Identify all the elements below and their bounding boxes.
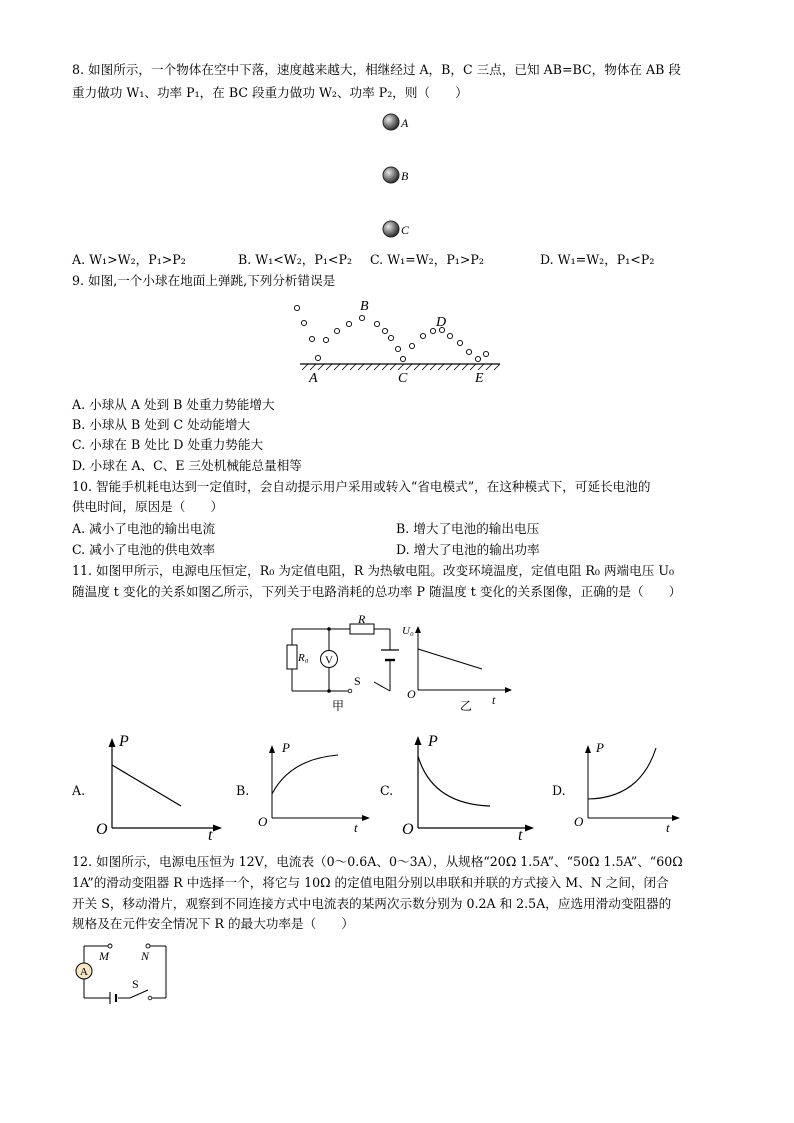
q8-option-b: B. W₁<W₂，P₁<P₂ bbox=[238, 252, 352, 267]
q8-stem-line2: 重力做功 W₁、功率 P₁，在 BC 段重力做功 W₂、功率 P₂，则（ ） bbox=[72, 85, 468, 100]
caption-jia: 甲 bbox=[332, 699, 345, 713]
ball-a bbox=[383, 114, 399, 130]
axis-origin-o: O bbox=[407, 687, 416, 701]
q10-option-a: A. 减小了电池的输出电流 bbox=[72, 521, 216, 536]
label-e: E bbox=[475, 371, 484, 386]
label-switch: S bbox=[132, 977, 139, 991]
q11-choice-c: C. bbox=[380, 783, 394, 798]
q11-choice-b: B. bbox=[236, 783, 250, 798]
point-label-b: B bbox=[401, 169, 409, 183]
label-c: C bbox=[398, 371, 408, 386]
q9-option-c: C. 小球在 B 处比 D 处重力势能大 bbox=[72, 437, 264, 452]
axis-o: O bbox=[258, 814, 268, 829]
label-b: B bbox=[360, 299, 369, 314]
axis-t: t bbox=[666, 820, 670, 832]
q11-graph-d bbox=[570, 736, 682, 832]
axis-o: O bbox=[96, 821, 108, 838]
q11-graph-a bbox=[92, 730, 224, 842]
label-a: A bbox=[309, 371, 318, 386]
q8-option-d: D. W₁=W₂，P₁<P₂ bbox=[540, 252, 655, 267]
resistor-r0 bbox=[287, 645, 297, 669]
label-r0: R₀ bbox=[298, 652, 309, 664]
q9-option-b: B. 小球从 B 处到 C 处动能增大 bbox=[72, 417, 251, 432]
q8-falling-ball-figure bbox=[370, 108, 430, 243]
caption-yi: 乙 bbox=[460, 699, 473, 713]
point-label-a: A bbox=[401, 116, 409, 130]
q12-stem-line2: 1A”的滑动变阻器 R 中选择一个，将它与 10Ω 的定值电阻分别以串联和并联的方式接入 M、N 之间，闭合 bbox=[72, 875, 669, 890]
label-n: N bbox=[141, 949, 150, 963]
q11-choice-d: D. bbox=[552, 783, 566, 798]
switch-icon bbox=[148, 996, 152, 1000]
u0-decreasing-line bbox=[418, 649, 482, 669]
q8-stem-line1: 8. 如图所示，一个物体在空中下落，速度越来越大，相继经过 A，B，C 三点，已知 AB=BC，物体在 AB 段 bbox=[72, 62, 681, 77]
q12-circuit bbox=[70, 938, 174, 1010]
ammeter-label: A bbox=[80, 966, 88, 978]
p-decreasing-curve bbox=[418, 756, 490, 806]
q12-stem-line3: 开关 S，移动滑片，观察到不同连接方式中电流表的某两次示数分别为 0.2A 和 2.5A，应选用滑动变阻器的 bbox=[72, 896, 672, 911]
label-switch: S bbox=[354, 674, 361, 688]
label-r: R bbox=[358, 612, 366, 626]
axis-label-u0: U₀ bbox=[402, 625, 414, 637]
q11-graph-c bbox=[398, 728, 536, 842]
switch-icon bbox=[348, 689, 352, 693]
q11-choice-a: A. bbox=[72, 783, 86, 798]
q10-stem-line2: 供电时间，原因是（ ） bbox=[72, 499, 224, 514]
axis-p: P bbox=[596, 740, 604, 755]
q9-stem: 9. 如图,一个小球在地面上弹跳,下列分析错误是 bbox=[72, 273, 336, 288]
p-decreasing-line bbox=[112, 765, 181, 806]
label-d: D bbox=[436, 315, 447, 330]
axis-p: P bbox=[428, 733, 438, 750]
q8-option-a: A. W₁>W₂，P₁>P₂ bbox=[72, 252, 186, 267]
point-label-c: C bbox=[401, 223, 410, 237]
axis-label-t: t bbox=[492, 693, 496, 707]
q9-bouncing-ball-figure bbox=[288, 296, 510, 388]
axis-o: O bbox=[402, 821, 414, 838]
p-rising-convex-curve bbox=[588, 748, 656, 799]
q10-option-b: B. 增大了电池的输出电压 bbox=[396, 521, 540, 536]
ball-b bbox=[383, 167, 399, 183]
q8-option-c: C. W₁=W₂，P₁>P₂ bbox=[370, 252, 484, 267]
q9-option-d: D. 小球在 A、C、E 三处机械能总量相等 bbox=[72, 458, 302, 473]
axis-t: t bbox=[208, 827, 213, 842]
ball-trajectory-dots bbox=[294, 305, 488, 361]
axis-p: P bbox=[282, 740, 290, 755]
q11-graph-yi bbox=[398, 614, 518, 716]
q11-stem-line1: 11. 如图甲所示，电源电压恒定，R₀ 为定值电阻，R 为热敏电阻。改变环境温度，定值电阻 R₀ 两端电压 U₀ bbox=[72, 563, 675, 578]
axis-o: O bbox=[574, 814, 584, 829]
q10-option-d: D. 增大了电池的输出功率 bbox=[396, 542, 540, 557]
q11-stem-line2: 随温度 t 变化的关系如图乙所示，下列关于电路消耗的总功率 P 随温度 t 变化的关系图像，正确的是（ ） bbox=[72, 584, 682, 599]
q12-stem-line4: 规格及在元件安全情况下 R 的最大功率是（ ） bbox=[72, 916, 354, 931]
ground-hatching bbox=[302, 364, 500, 370]
axis-t: t bbox=[354, 820, 358, 834]
p-rising-concave-curve bbox=[272, 755, 338, 794]
axis-p: P bbox=[119, 733, 129, 750]
terminal-m bbox=[108, 944, 112, 948]
q9-option-a: A. 小球从 A 处到 B 处重力势能增大 bbox=[72, 397, 275, 412]
voltmeter-label: V bbox=[325, 654, 333, 667]
axis-t: t bbox=[518, 827, 523, 842]
label-m: M bbox=[99, 949, 109, 963]
ball-c bbox=[383, 221, 399, 237]
q10-stem-line1: 10. 智能手机耗电达到一定值时，会自动提示用户采用或转入“省电模式”，在这种模式下，可延长电池的 bbox=[72, 479, 651, 494]
q12-stem-line1: 12. 如图所示，电源电压恒为 12V，电流表（0～0.6A、0～3A），从规格“20Ω 1.5A”、“50Ω 1.5A”、“60Ω bbox=[72, 854, 683, 869]
terminal-n bbox=[146, 944, 150, 948]
q11-graph-b bbox=[254, 734, 372, 834]
q10-option-c: C. 减小了电池的供电效率 bbox=[72, 542, 216, 557]
q11-circuit-jia bbox=[282, 612, 407, 715]
